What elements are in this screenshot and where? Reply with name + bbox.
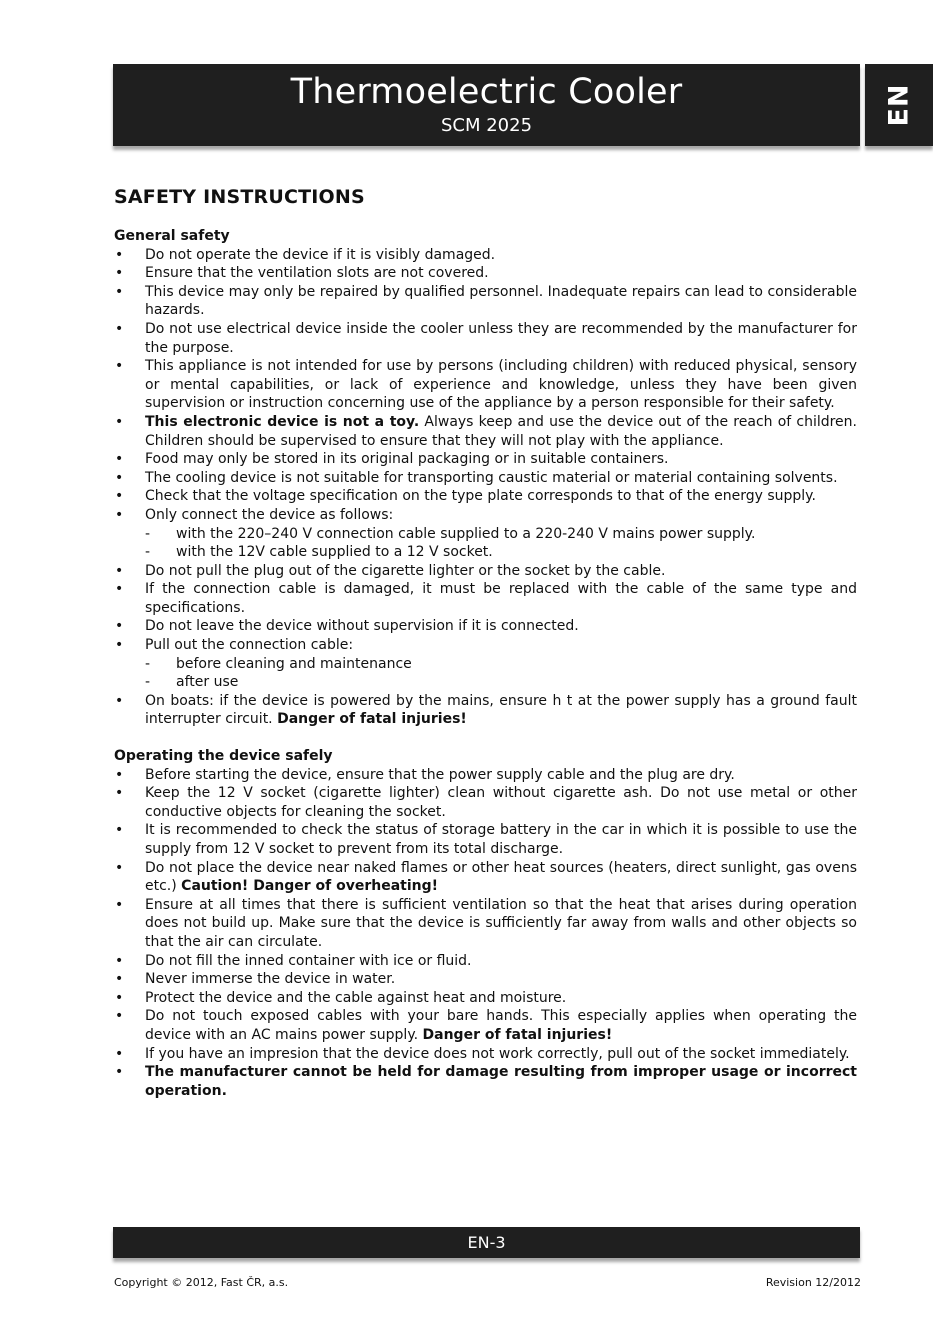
- page-number-bar: [113, 1227, 860, 1258]
- sub-list: [145, 525, 857, 562]
- item-text: Always keep and use the device out of the reach of children. Children should be supervised to ensure that they will not play with the appliance.: [145, 413, 857, 449]
- bold-text: This electronic device is not a toy.: [145, 413, 420, 430]
- list-item: • Do not operate the device if it is visibly damaged.: [114, 246, 857, 265]
- list-item: • Do not use electrical device inside the cooler unless they are recommended by the manufacturer for the purpose.: [114, 320, 857, 357]
- list-item: • Check that the voltage specification on the type plate corresponds to that of the energy supply.: [114, 487, 857, 506]
- sub-list-item: - with the 220–240 V connection cable supplied to a 220-240 V mains power supply.: [145, 525, 857, 544]
- list-item: • Never immerse the device in water.: [114, 970, 857, 989]
- sub-list: [145, 655, 857, 692]
- model-number: SCM 2025: [440, 115, 533, 136]
- sub-list-item: - before cleaning and maintenance: [145, 655, 857, 674]
- list-item: • Ensure that the ventilation slots are not covered.: [114, 264, 857, 283]
- list-item: [114, 636, 857, 692]
- list-item: [114, 859, 857, 896]
- page-number: EN-3: [467, 1233, 506, 1252]
- list-item: • If you have an impresion that the device does not work correctly, pull out of the socket immediately.: [114, 1045, 857, 1064]
- list-item: • Do not pull the plug out of the cigarette lighter or the socket by the cable.: [114, 562, 857, 581]
- list-item: • Before starting the device, ensure that the power supply cable and the plug are dry.: [114, 766, 857, 785]
- list-item: • The cooling device is not suitable for transporting caustic material or material containing solvents.: [114, 469, 857, 488]
- list-item: [114, 1063, 857, 1100]
- list-item: [114, 413, 857, 450]
- list-item: • If the connection cable is damaged, it must be replaced with the cable of the same type and specifications.: [114, 580, 857, 617]
- list-item: • It is recommended to check the status of storage battery in the car in which it is possible to use the supply from 12 V socket to prevent from its total discharge.: [114, 821, 857, 858]
- list-item: • Keep the 12 V socket (cigarette lighter) clean without cigarette ash. Do not use metal or other conductive objects for cleaning the socket.: [114, 784, 857, 821]
- list-item: • Do not leave the device without supervision if it is connected.: [114, 617, 857, 636]
- sub-list-item: - after use: [145, 673, 857, 692]
- item-text: On boats: if the device is powered by the mains, ensure h t at the power supply has a ground fault interrupter circuit.: [145, 692, 857, 728]
- list-item: • Do not fill the inned container with ice or fluid.: [114, 952, 857, 971]
- list-item: [114, 692, 857, 729]
- bold-text: The manufacturer cannot be held for damage resulting from improper usage or incorrect operation.: [145, 1064, 857, 1099]
- list-item: • This appliance is not intended for use by persons (including children) with reduced physical, sensory or mental capabilities, or lack of experience and knowledge, unless they have been given supervision or instruction concerning use of the appliance by a person responsible for their safety.: [114, 357, 857, 413]
- item-text: Only connect the device as follows:: [145, 506, 394, 523]
- warning-text: Caution! Danger of overheating!: [181, 878, 439, 895]
- item-text: Pull out the connection cable:: [145, 637, 354, 654]
- list-item: [114, 506, 857, 562]
- general-safety-list: [114, 246, 857, 729]
- item-text: Do not place the device near naked flames or other heat sources (heaters, direct sunlight, gas ovens etc.): [145, 859, 857, 895]
- section-title: SAFETY INSTRUCTIONS: [114, 186, 365, 208]
- operating-safety-list: [114, 766, 857, 1101]
- header-bar: [113, 64, 860, 146]
- document-title: Thermoelectric Cooler: [290, 72, 683, 112]
- list-item: [114, 1007, 857, 1044]
- language-tab-label: EN: [883, 83, 915, 127]
- list-item: • This device may only be repaired by qualified personnel. Inadequate repairs can lead to considerable hazards.: [114, 283, 857, 320]
- list-item: • Ensure at all times that there is sufficient ventilation so that the heat that arises during operation does not build up. Make sure that the device is sufficiently far away from walls and other objects so that the air can circulate.: [114, 896, 857, 952]
- language-tab: [865, 64, 933, 146]
- safety-content: [114, 227, 857, 1100]
- list-item: • Food may only be stored in its original packaging or in suitable containers.: [114, 450, 857, 469]
- copyright: Copyright © 2012, Fast ČR, a.s.: [114, 1276, 289, 1289]
- revision: Revision 12/2012: [765, 1276, 861, 1289]
- sub-list-item: - with the 12V cable supplied to a 12 V socket.: [145, 543, 857, 562]
- warning-text: Danger of fatal injuries!: [277, 711, 467, 728]
- operating-heading: Operating the device safely: [114, 748, 333, 765]
- item-text: Do not touch exposed cables with your bare hands. This especially applies when operating the device with an AC mains power supply.: [145, 1008, 857, 1043]
- list-item: • Protect the device and the cable against heat and moisture.: [114, 989, 857, 1008]
- warning-text: Danger of fatal injuries!: [422, 1026, 613, 1043]
- general-safety-heading: General safety: [114, 228, 230, 244]
